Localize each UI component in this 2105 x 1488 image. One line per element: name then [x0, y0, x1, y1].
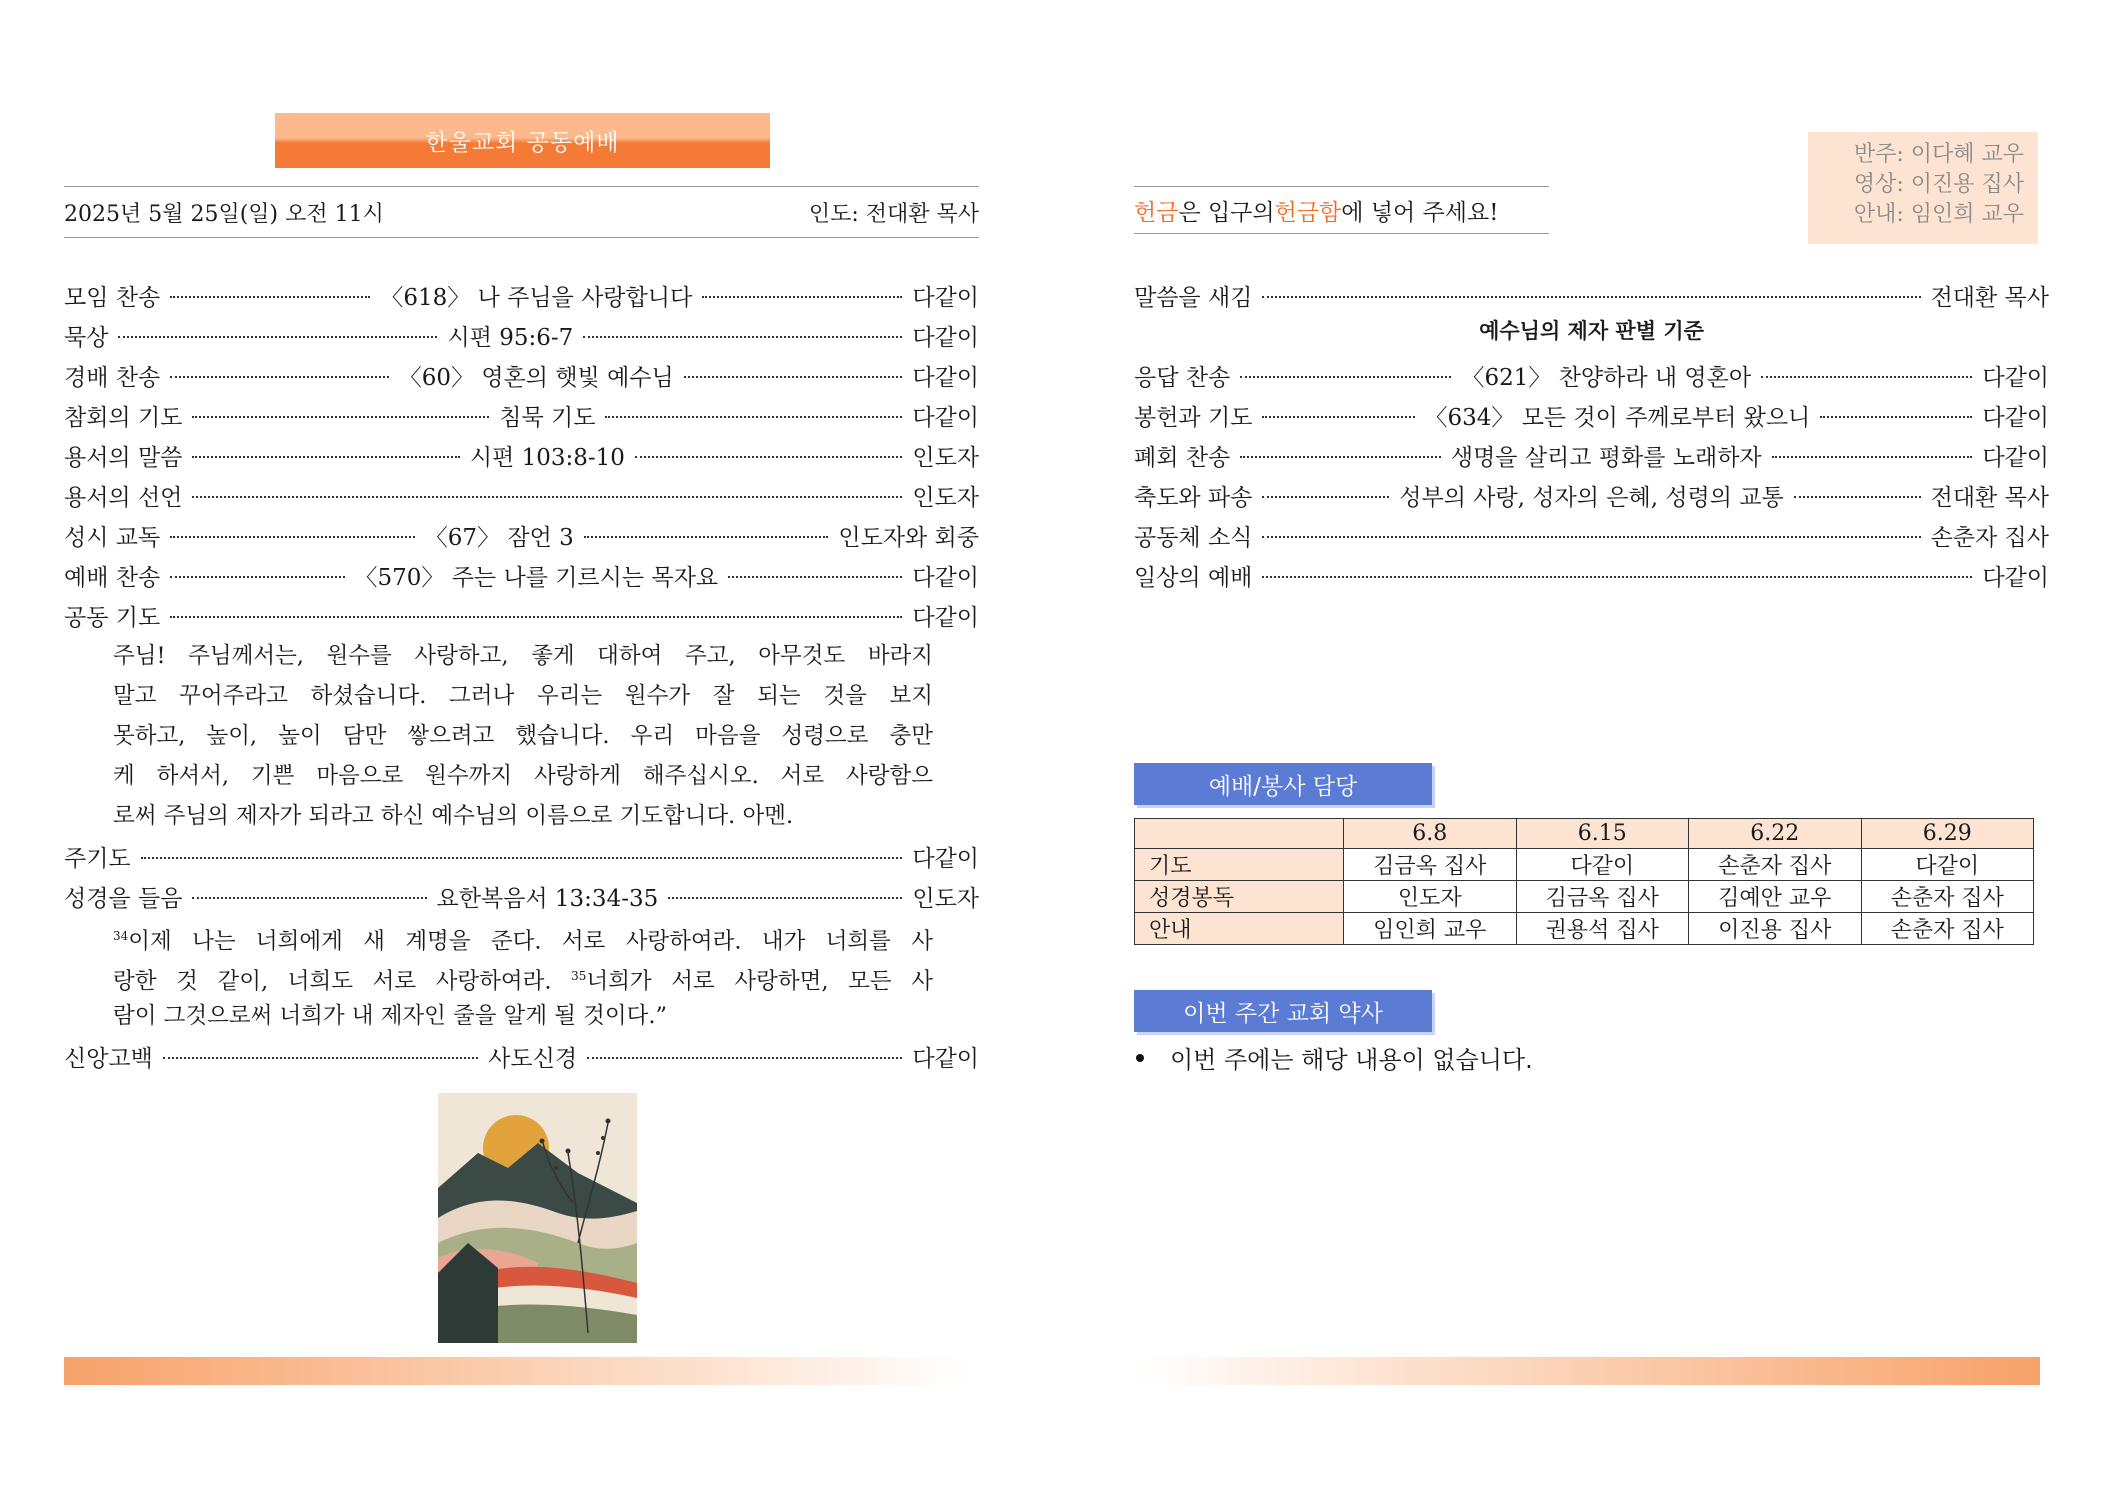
role-label: 성경봉독 [1135, 881, 1344, 913]
order-person: 다같이 [912, 1045, 979, 1072]
order-person: 전대환 목사 [1930, 284, 2049, 311]
date-header: 6.29 [1861, 819, 2034, 849]
order-detail: 침묵 기도 [499, 404, 596, 431]
order-label: 성경을 들음 [64, 885, 183, 912]
prayer-line: 말고 꾸어주라고 하셨습니다. 그러나 우리는 원수가 잘 되는 것을 보지 [113, 683, 933, 709]
order-row [64, 435, 979, 475]
order-person: 다같이 [1982, 564, 2049, 591]
order-label: 참회의 기도 [64, 404, 183, 431]
order-row [64, 515, 979, 555]
scripture-line: $^{34}$이제 나는 너희에게 새 계명을 준다. 서로 사랑하여라. 내가 너희를 사 [113, 928, 933, 955]
order-person: 다같이 [1982, 404, 2050, 431]
prayer-line: 못하고, 높이, 높이 담만 쌓으려고 했습니다. 우리 마음을 성령으로 충만 [113, 723, 933, 749]
verse-number: 35 [571, 969, 587, 983]
date-header: 6.15 [1516, 819, 1689, 849]
order-detail: 생명을 살리고 평화를 노래하자 [1450, 444, 1762, 471]
offering-note: 헌금 은 입구의 헌금함 에 넣어 주세요! [1134, 186, 1549, 234]
bullet-icon [1136, 1054, 1144, 1062]
order-label: 봉헌과 기도 [1134, 404, 1253, 431]
order-person: 인도자와 회중 [838, 524, 979, 551]
scripture-line: 랑한 것 같이, 너희도 서로 사랑하여라. $^{35}$너희가 서로 사랑하면, 모든 사 [113, 968, 933, 995]
order-label: 신앙고백 [64, 1045, 153, 1072]
order-row [64, 355, 979, 395]
order-row [64, 555, 979, 595]
order-label: 공동 기도 [64, 604, 161, 631]
order-detail: 사도신경 [488, 1045, 578, 1072]
order-person: 다같이 [912, 404, 979, 431]
staff-line: 영상: 이진용 집사 [1853, 172, 2024, 197]
service-leader: 인도: 전대환 목사 [808, 201, 979, 227]
order-row [1134, 355, 2049, 395]
order-row [64, 315, 979, 355]
duty-section-title: 예배/봉사 담당 [1134, 763, 1432, 805]
table-cell: 임인희 교우 [1344, 913, 1517, 945]
verse-number: 34 [113, 929, 129, 943]
order-detail: 시편 103:8-10 [469, 444, 625, 471]
order-label: 경배 찬송 [64, 364, 161, 391]
order-person: 다같이 [912, 364, 980, 391]
order-person: 인도자 [912, 885, 980, 912]
role-label: 안내 [1135, 913, 1344, 945]
table-row [1135, 913, 2034, 945]
table-cell: 손춘자 집사 [1861, 881, 2034, 913]
prayer-line: 주님! 주님께서는, 원수를 사랑하고, 좋게 대하여 주고, 아무것도 바라지 [113, 643, 933, 669]
order-row [64, 275, 979, 315]
table-cell: 다같이 [1861, 849, 2034, 881]
order-person: 인도자 [912, 484, 979, 511]
order-detail: 시편 95:6-7 [447, 324, 574, 351]
table-cell: 김예안 교우 [1689, 881, 1862, 913]
order-person: 다같이 [1982, 444, 2049, 471]
order-label: 모임 찬송 [64, 284, 161, 311]
order-label: 주기도 [64, 845, 131, 872]
order-label: 폐회 찬송 [1134, 444, 1231, 471]
scripture-line: 람이 그것으로써 너희가 내 제자인 줄을 알게 될 것이다.” [113, 1003, 668, 1029]
order-detail: 〈67〉 잠언 3 [424, 524, 574, 551]
table-row [1135, 819, 2034, 849]
order-person: 다같이 [912, 324, 979, 351]
footer-bar-right [1135, 1357, 2040, 1385]
prayer-line: 로써 주님의 제자가 되라고 하신 예수님의 이름으로 기도합니다. 아멘. [113, 803, 794, 829]
staff-line: 안내: 임인희 교우 [1853, 202, 2024, 227]
order-row [1134, 555, 2049, 595]
order-label: 일상의 예배 [1134, 564, 1253, 591]
order-row [64, 595, 979, 635]
order-label: 응답 찬송 [1134, 364, 1231, 391]
order-label: 예배 찬송 [64, 564, 161, 591]
sermon-title: 예수님의 제자 판별 기준 [1479, 319, 1704, 343]
table-cell: 손춘자 집사 [1861, 913, 2034, 945]
order-detail: 〈60〉 영혼의 햇빛 예수님 [398, 364, 674, 391]
order-row [1134, 515, 2049, 555]
prayer-line: 케 하셔서, 기쁜 마음으로 원수까지 사랑하게 해주십시오. 서로 사랑함으 [113, 763, 933, 789]
order-person: 다같이 [912, 564, 980, 591]
table-cell: 손춘자 집사 [1689, 849, 1862, 881]
order-row [64, 475, 979, 515]
order-row [64, 876, 979, 916]
order-detail: 〈634〉 모든 것이 주께로부터 왔으니 [1424, 404, 1811, 431]
duty-table [1134, 818, 2034, 945]
order-row [1134, 395, 2049, 435]
order-detail: 〈618〉 나 주님을 사랑합니다 [380, 284, 693, 311]
order-person: 다같이 [1982, 364, 2050, 391]
table-cell: 이진용 집사 [1689, 913, 1862, 945]
staff-box [1808, 132, 2038, 244]
news-section-title: 이번 주간 교회 약사 [1134, 990, 1432, 1032]
order-row [64, 395, 979, 435]
table-cell: 김금옥 집사 [1344, 849, 1517, 881]
order-person: 다같이 [912, 845, 979, 872]
table-cell: 권용석 집사 [1516, 913, 1689, 945]
order-detail: 요한복음서 13:34-35 [436, 885, 659, 912]
order-row [64, 836, 979, 876]
table-cell: 다같이 [1516, 849, 1689, 881]
order-label: 말씀을 새김 [1134, 284, 1253, 311]
footer-bar-left [64, 1357, 969, 1385]
role-label: 기도 [1135, 849, 1344, 881]
order-person: 다같이 [912, 604, 979, 631]
order-label: 용서의 말씀 [64, 444, 183, 471]
date-header: 6.22 [1689, 819, 1862, 849]
order-person: 다같이 [912, 284, 980, 311]
order-label: 축도와 파송 [1134, 484, 1253, 511]
order-label: 용서의 선언 [64, 484, 183, 511]
staff-line: 반주: 이다혜 교우 [1853, 142, 2024, 167]
order-row [1134, 435, 2049, 475]
order-label: 묵상 [64, 324, 109, 351]
table-cell: 인도자 [1344, 881, 1517, 913]
order-row [1134, 475, 2049, 515]
table-row [1135, 881, 2034, 913]
mountain-landscape-illustration [438, 1093, 637, 1343]
news-item [1130, 1040, 1533, 1075]
order-detail: 성부의 사랑, 성자의 은혜, 성령의 교통 [1399, 484, 1784, 511]
order-row [1134, 275, 2049, 315]
bulletin-title: 한울교회 공동예배 [275, 113, 770, 168]
order-label: 공동체 소식 [1134, 524, 1253, 551]
date-header: 6.8 [1344, 819, 1517, 849]
order-detail: 〈570〉 주는 나를 기르시는 목자요 [354, 564, 719, 591]
news-text: 이번 주에는 해당 내용이 없습니다. [1170, 1046, 1533, 1074]
order-person: 인도자 [912, 444, 980, 471]
order-person: 전대환 목사 [1930, 484, 2050, 511]
service-date: 2025년 5월 25일(일) 오전 11시 [64, 201, 384, 227]
order-row [64, 1036, 979, 1076]
order-detail: 〈621〉 찬양하라 내 영혼아 [1461, 364, 1752, 391]
table-cell: 김금옥 집사 [1516, 881, 1689, 913]
table-row [1135, 849, 2034, 881]
order-label: 성시 교독 [64, 524, 161, 551]
service-header [64, 186, 979, 238]
order-person: 손춘자 집사 [1930, 524, 2049, 551]
